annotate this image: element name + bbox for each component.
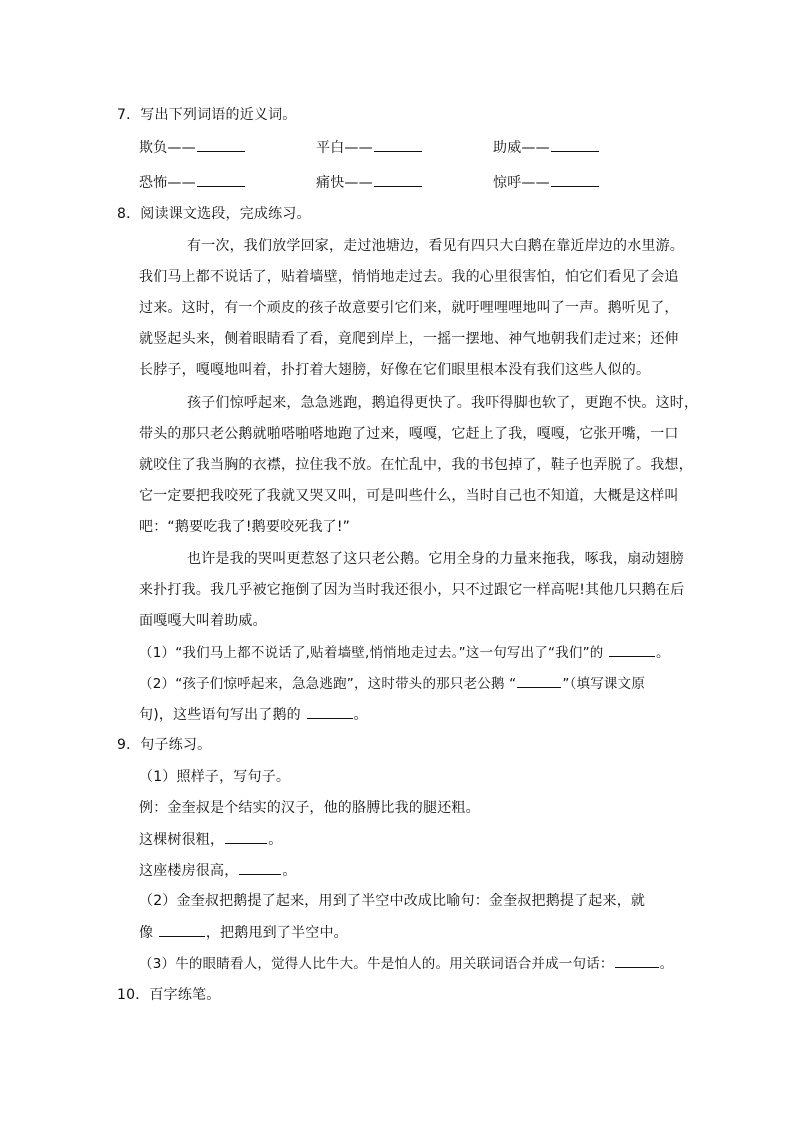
synonym-item (139, 137, 246, 158)
passage-line: 来扑打我。我几乎被它拖倒了因为当时我还很小，只不过跟它一样高呢!其他几只鹅在后 (139, 582, 685, 598)
synonym-word: 助威—— (493, 140, 550, 156)
answer-blank[interactable] (197, 172, 245, 187)
synonym-item (316, 172, 423, 193)
question-8-sub-1: （1）“我们马上都不说话了,贴着墙壁,悄悄地走过去。”这一句写出了“我们”的 。 (139, 642, 670, 663)
answer-blank[interactable] (551, 137, 599, 152)
answer-blank[interactable] (239, 860, 281, 875)
synonym-word: 平白—— (316, 140, 373, 156)
passage-line: 带头的那只老公鹅就啪嗒啪嗒地跑了过来，嘎嘎，它赶上了我，嘎嘎，它张开嘴，一口 (139, 426, 679, 442)
passage-line: 面嘎嘎大叫着助威。 (139, 613, 267, 629)
synonym-word: 恐怖—— (139, 175, 196, 191)
question-9-sub-3: （3）牛的眼睛看人，觉得人比牛大。牛是怕人的。用关联词语合并成一句话： 。 (139, 953, 673, 974)
synonym-item (139, 172, 246, 193)
question-10-title: 10．百字练笔。 (117, 987, 221, 1003)
synonym-word: 痛快—— (316, 175, 373, 191)
passage-line: 吧：“鹅要吃我了!鹅要咬死我了!” (139, 519, 351, 535)
answer-blank[interactable] (374, 137, 422, 152)
answer-blank[interactable] (609, 642, 655, 657)
answer-blank[interactable] (551, 172, 599, 187)
synonym-word: 欺负—— (139, 140, 196, 156)
passage-line: 过来。这时，有一个顽皮的孩子故意要引它们来，就吁哩哩哩地叫了一声。鹅听见了， (139, 300, 679, 316)
question-9-title: 9．句子练习。 (117, 737, 212, 753)
passage-line: 就竖起头来，侧着眼睛看了看，竟爬到岸上，一摇一摆地、神气地朝我们走过来；还伸 (139, 331, 679, 347)
synonym-item (493, 137, 600, 158)
answer-blank[interactable] (159, 922, 205, 937)
synonym-item (493, 172, 600, 193)
answer-blank[interactable] (615, 953, 659, 968)
answer-blank[interactable] (225, 829, 267, 844)
question-9-sub-1-title: （1）照样子，写句子。 (139, 769, 291, 785)
answer-blank[interactable] (517, 673, 561, 688)
question-8-title: 8．阅读课文选段，完成练习。 (117, 206, 311, 222)
answer-blank[interactable] (307, 704, 353, 719)
question-8-sub-2: （2）“孩子们惊呼起来，急急逃跑”，这时带头的那只老公鹅 “ ”（填写课文原 (139, 673, 645, 694)
practice-sentence: 这棵树很粗， 。 (139, 829, 282, 850)
question-7-title: 7．写出下列词语的近义词。 (117, 107, 297, 123)
answer-blank[interactable] (374, 172, 422, 187)
practice-sentence: 这座楼房很高， 。 (139, 860, 297, 881)
passage-line: 孩子们惊呼起来，急急逃跑，鹅追得更快了。我吓得脚也软了，更跑不快。这时， (187, 395, 699, 411)
passage-line: 也许是我的哭叫更惹怒了这只老公鹅。它用全身的力量来拖我，啄我，扇动翅膀 (187, 551, 684, 567)
passage-line: 它一定要把我咬死了我就又哭又叫，可是叫些什么，当时自己也不知道，大概是这样叫 (139, 488, 679, 504)
question-9-sub-2: （2）金奎叔把鹅提了起来，用到了半空中改成比喻句：金奎叔把鹅提了起来，就 (139, 893, 646, 909)
question-8-sub-2-cont: 句)，这些语句写出了鹅的 。 (139, 704, 368, 725)
passage-line: 长脖子，嘎嘎地叫着，扑打着大翅膀，好像在它们眼里根本没有我们这些人似的。 (139, 362, 651, 378)
synonym-item (316, 137, 423, 158)
question-9-sub-2-cont: 像 ，把鹅甩到了半空中。 (139, 922, 348, 943)
example-sentence: 例：金奎叔是个结实的汉子，他的胳膊比我的腿还粗。 (139, 800, 480, 816)
synonym-word: 惊呼—— (493, 175, 550, 191)
passage-line: 就咬住了我当胸的衣襟，拉住我不放。在忙乱中，我的书包掉了，鞋子也弄脱了。我想， (139, 457, 693, 473)
passage-line: 有一次，我们放学回家，走过池塘边，看见有四只大白鹅在靠近岸边的水里游。 (187, 238, 684, 254)
passage-line: 我们马上都不说话了，贴着墙壁，悄悄地走过去。我的心里很害怕，怕它们看见了会追 (139, 269, 679, 285)
answer-blank[interactable] (197, 137, 245, 152)
